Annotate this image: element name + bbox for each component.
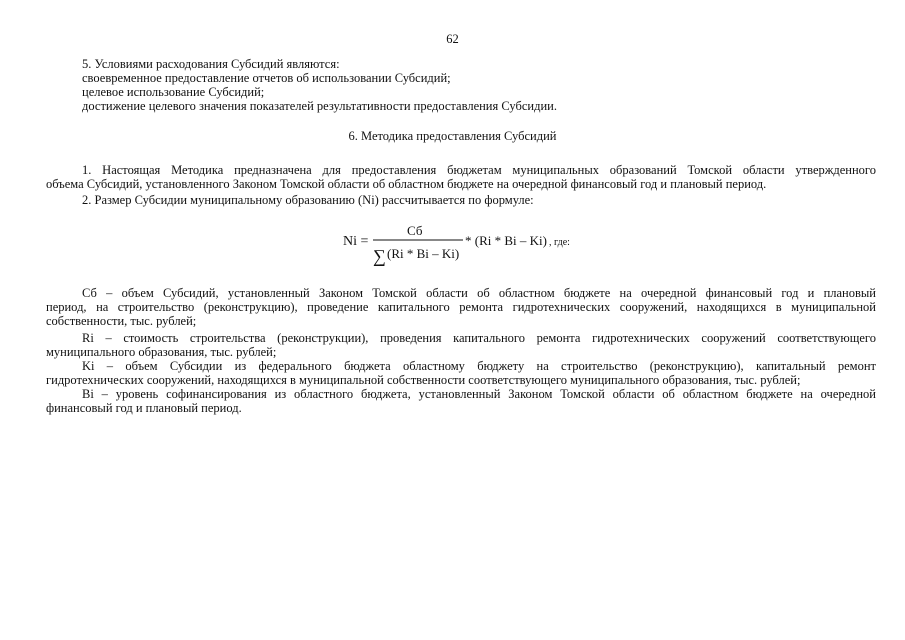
paragraph-2-text: 2. Размер Субсидии муниципальному образованию (Ni) рассчитывается по формуле: bbox=[82, 193, 534, 207]
definition-cb-line-2: период, на строительство (реконструкцию), проведение капитального ремонта гидротехнических сооружений, находящихся в муниципальной bbox=[46, 300, 876, 314]
paragraph-1-line-1: 1. Настоящая Методика предназначена для предоставления бюджетам муниципальных образований Томской области утвержденного bbox=[82, 163, 876, 177]
formula-denominator: (Ri * Bi – Ki) bbox=[387, 246, 460, 261]
conditions-title: 5. Условиями расходования Субсидий являются: bbox=[82, 57, 340, 71]
formula bbox=[335, 221, 595, 271]
paragraph-2 bbox=[82, 193, 876, 207]
formula-multiplier: * (Ri * Bi – Ki) bbox=[465, 233, 547, 248]
formula-suffix: , где: bbox=[549, 237, 570, 248]
definition-ri-line-2: муниципального образования, тыс. рублей; bbox=[46, 345, 277, 359]
definition-ki-line-1: Ki – объем Субсидии из федерального бюджета областному бюджету на строительство (реконструкцию), капитальный ремонт bbox=[82, 359, 876, 373]
page-number: 62 bbox=[446, 32, 459, 46]
definition-bi-line-1: Bi – уровень софинансирования из областного бюджета, установленный Законом Томской области об областном бюджете на очередной bbox=[82, 387, 876, 401]
definition-ri-line-1: Ri – стоимость строительства (реконструкции), проведения капитального ремонта гидротехнических сооружений соответствующего bbox=[82, 331, 876, 345]
sum-symbol: ∑ bbox=[373, 246, 386, 266]
paragraph-1-line-2: объема Субсидий, установленного Законом Томской области об областном бюджете на очередной финансовый год и плановый период. bbox=[46, 177, 767, 191]
formula-numerator: Сб bbox=[407, 223, 423, 238]
conditions-item: достижение целевого значения показателей результативности предоставления Субсидии. bbox=[82, 99, 557, 113]
paragraph-1 bbox=[46, 163, 876, 191]
conditions-section bbox=[82, 57, 876, 113]
conditions-item: своевременное предоставление отчетов об использовании Субсидий; bbox=[82, 71, 451, 85]
definitions bbox=[46, 286, 876, 415]
definition-cb-text: – объем Субсидий, установленный Законом Томской области об областном бюджете на очередной финансовый год и плановый bbox=[96, 286, 876, 300]
definition-cb-line-1 bbox=[46, 286, 876, 300]
conditions-item: целевое использование Субсидий; bbox=[82, 85, 265, 99]
formula-lhs: Ni = bbox=[343, 234, 369, 249]
section-heading: 6. Методика предоставления Субсидий bbox=[348, 129, 557, 143]
definition-bi-line-2: финансовый год и плановый период. bbox=[46, 401, 242, 415]
definition-cb-term: Сб bbox=[82, 286, 97, 300]
definition-cb-line-3: собственности, тыс. рублей; bbox=[46, 314, 197, 328]
definition-ki-line-2: гидротехнических сооружений, находящихся в муниципальной собственности соответствующего муниципального образования, тыс. рублей; bbox=[46, 373, 801, 387]
